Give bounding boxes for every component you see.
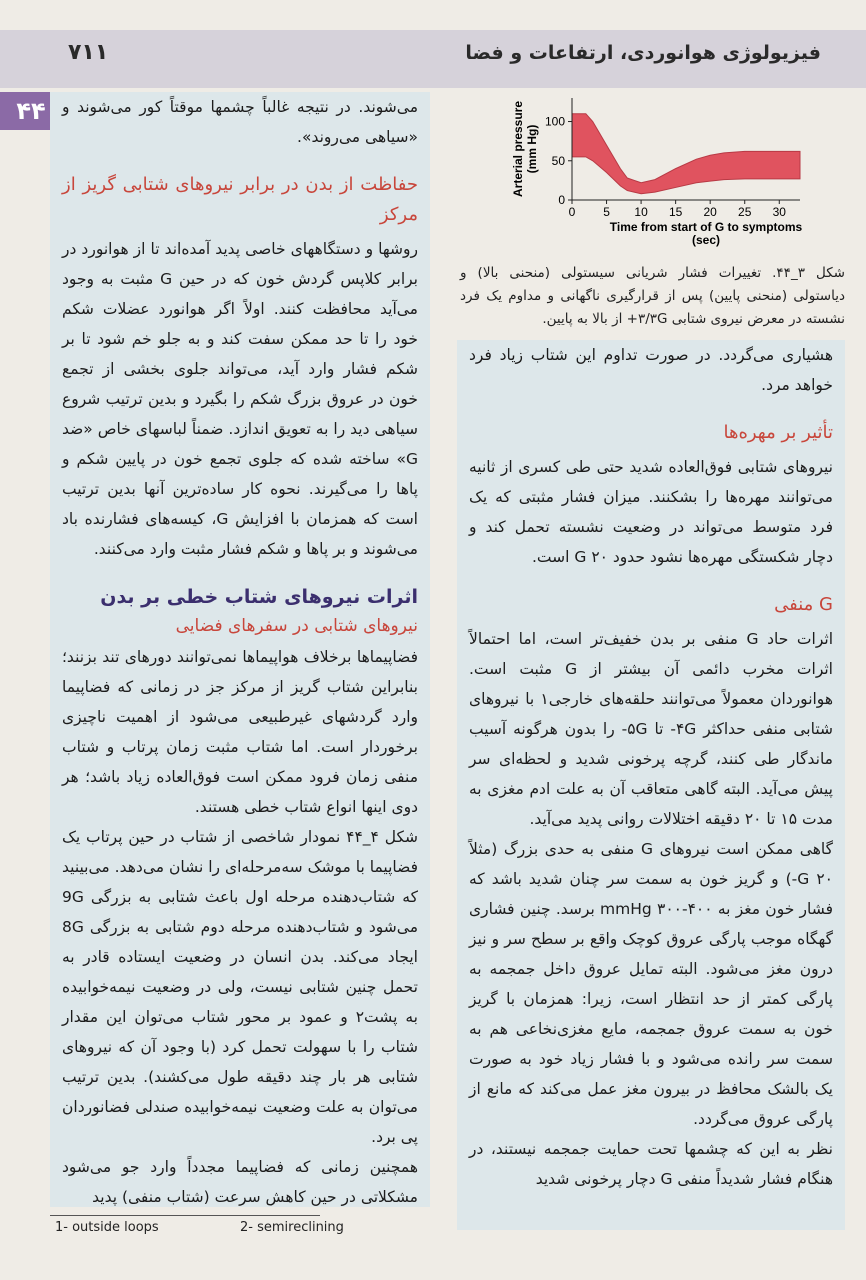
paragraph-negative-g-3: نظر به این که چشمها تحت حمایت جمجمه نیستند، در هنگام فشار شدیداً منفی G دچار پرخونی شدید [469,1140,833,1188]
y-tick-label: 100 [544,114,565,129]
left-column [50,92,430,1207]
footnote-rule [50,1215,320,1216]
footnote-1: 1- outside loops [55,1220,159,1235]
x-tick-label: 30 [772,205,786,219]
y-axis-label: Arterial pressure [511,100,525,198]
y-tick-label: 0 [558,193,565,207]
x-tick-label: 10 [634,205,648,219]
heading-vertebrae: تأثیر بر مهره‌ها [723,422,833,443]
x-tick-label: 5 [603,205,610,219]
paragraph-space-3: همچنین زمانی که فضاپیما مجدداً وارد جو می‌شود مشکلاتی در حین کاهش سرعت (شتاب منفی) پدید [62,1158,418,1206]
page-number: ۷۱۱ [68,40,109,65]
running-title: فیزیولوژی هوانوردی، ارتفاعات و فضا [465,42,821,64]
right-column [457,340,845,1230]
paragraph-vertebrae: نیروهای شتابی فوق‌العاده شدید حتی طی کسری از ثانیه می‌توانند مهره‌ها را بشکنند. میزان فشار مثبتی که یک فرد متوسط می‌تواند در وضعیت نشسته تحمل کند و دچار شکستگی مهره‌ها نشود حدود ۲۰ G است. [469,458,833,566]
heading-space-travel: نیروهای شتابی در سفرهای فضایی [175,616,418,636]
x-axis-unit: (sec) [691,233,721,247]
y-axis-label-group [511,101,539,197]
chapter-tab: ۴۴ [0,92,62,130]
paragraph-intro: می‌شوند. در نتیجه غالباً چشمها موقتاً کور می‌شوند و «سیاهی می‌روند». [62,98,418,146]
paragraph-space-1: فضاپیماها برخلاف هواپیماها نمی‌توانند دورهای تند بزنند؛ بنابراین شتاب گریز از مرکز جز در زمانی که فضاپیما وارد گردشهای غیرطبیعی می‌شود از اهمیت ناچیزی برخوردار است. اما شتاب مثبت زمان پرتاب و شتاب منفی زمان فرود ممکن است فوق‌العاده زیاد باشد؛ هر دوی اینها انواع شتاب خطی هستند. [62,648,418,816]
x-axis-label: Time from start of G to symptoms [609,220,803,234]
heading-protection: حفاظت از بدن در برابر نیروهای شتابی گریز از مرکز [62,174,418,225]
heading-linear-acceleration: اثرات نیروهای شتاب خطی بر بدن [100,586,418,608]
footnote-2: 2- semireclining [240,1220,344,1235]
paragraph-protection: روشها و دستگاههای خاصی پدید آمده‌اند تا از هوانورد در برابر کلاپس گردش خون که در حین G مثبت به وجود می‌آید محافظت کنند. اولاً اگر هوانورد عضلات شکم خود را تا حد ممکن سفت کند و به جلو خم شود تا بر شکم فشار وارد آید، می‌تواند جلوی بخشی از تجمع خون در عروق بزرگ شکم را بگیرد و بدین ترتیب شروع سیاهی دید را به تعویق اندازد. ضمناً لباسهای خاص «ضد G» ساخته شده که جلوی تجمع خون در پایین شکم و پاها را می‌گیرند. نحوه کار ساده‌ترین آنها بدین ترتیب است که همزمان با افزایش G، کیسه‌های فشارنده باد می‌شوند و بر پاها و شکم فشار مثبت وارد می‌کنند. [62,240,419,558]
y-tick-label: 50 [551,153,565,168]
x-tick-label: 15 [668,205,683,219]
pressure-chart [500,90,820,255]
heading-negative-g: G منفی [774,594,833,615]
paragraph-consciousness: هشیاری می‌گردد. در صورت تداوم این شتاب زیاد فرد خواهد مرد. [469,346,833,394]
x-tick-label: 0 [568,205,576,219]
paragraph-negative-g-1: اثرات حاد G منفی بر بدن خفیف‌تر است، اما احتمالاً اثرات مخرب دائمی آن بیشتر از G مثبت است. هوانوردان معمولاً می‌توانند حلقه‌های خارجی۱ با نیروهای شتابی منفی حداکثر ۴G- تا ۵G- را بدون هرگونه آسیب ماندگار طی کنند، گرچه پرخونی شدید و لحظه‌ای سر پیش می‌آید. البته گاهی متعاقب آن به علت ادم مغزی به مدت ۱۵ تا ۲۰ دقیقه اختلالات روانی پدید می‌آید. [469,630,834,828]
paragraph-negative-g-2: گاهی ممکن است نیروهای G منفی به حدی بزرگ (مثلاً ۲۰ G-) و گریز خون به سمت سر چنان شدید باشد که فشار خون مغز به ۴۰۰-۳۰۰ mmHg برسد. چنین فشاری گهگاه موجب پارگی عروق کوچک واقع بر سطح سر و نیز درون مغز می‌شود. البته تمایل عروق داخل جمجمه به پارگی کمتر از حد انتظار است، زیرا: همزمان با گریز خون به سمت عروق جمجمه، مایع مغزی‌نخاعی هم به سمت سر رانده می‌شود و با فشار زیاد خود به صورت یک بالشک محافظ در بیرون مغز عمل می‌کند که مانع از پارگی عروق می‌گردد. [469,840,833,1128]
page-header [0,30,866,88]
y-axis-unit: (mm Hg) [525,124,539,174]
x-tick-label: 20 [703,205,717,219]
figure-pressure-chart [500,90,820,255]
paragraph-space-2: شکل ۴_۴۴ نمودار شاخصی از شتاب در حین پرتاب یک فضاپیما با موشک سه‌مرحله‌ای را نشان می‌دهد. می‌بینید که شتاب‌دهنده مرحله اول باعث شتابی به بزرگی 9G می‌شود و شتاب‌دهنده مرحله دوم شتابی به بزرگی 8G ایجاد می‌کند. بدن انسان در وضعیت ایستاده قادر به تحمل چنین شتابی نیست، ولی در وضعیت نیمه‌خوابیده به پشت۲ و عمود بر محور شتاب می‌توان این مقدار شتاب را با سهولت تحمل کرد (با وجود آن که نیروهای شتابی هر بار چند دقیقه طول می‌کشند). بدین ترتیب می‌توان به علت وضعیت نیمه‌خوابیده صندلی فضانوردان پی برد. [62,828,418,1146]
figure-caption: شکل ۳_۴۴. تغییرات فشار شریانی سیستولی (منحنی بالا) و دیاستولی (منحنی پایین) پس از قرارگیری ناگهانی و مداوم یک فرد نشسته در معرض نیروی شتابی ۳/۳G+ از بالا به پایین. [460,265,845,327]
x-tick-label: 25 [738,205,752,219]
pressure-band [572,114,800,194]
